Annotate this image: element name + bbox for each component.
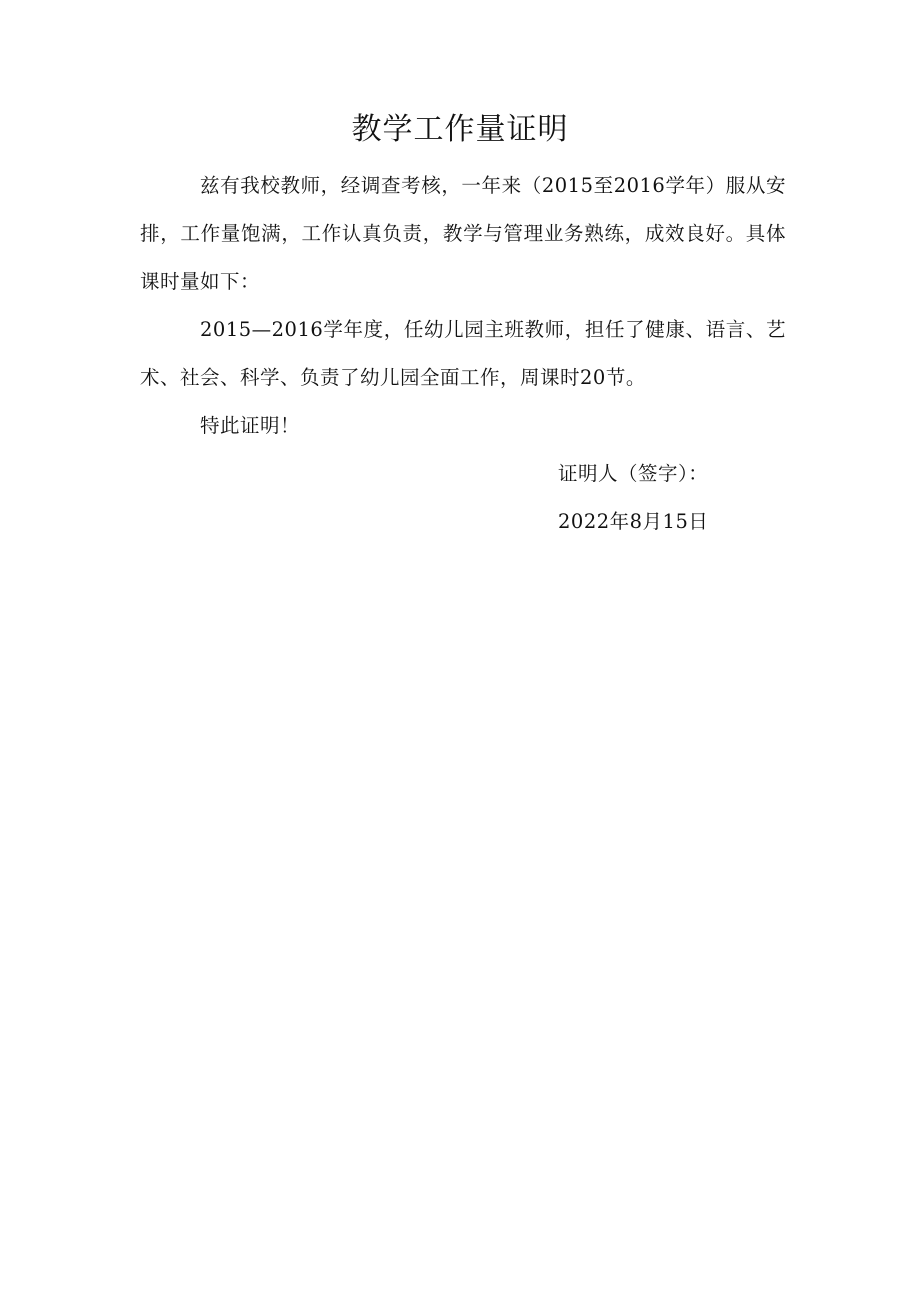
body-paragraph-intro: 兹有我校教师，经调查考核，一年来（2015至2016学年）服从安排，工作量饱满，工作认真负责，教学与管理业务熟练，成效良好。具体课时量如下： bbox=[140, 174, 786, 293]
body-paragraph-workload: 2015—2016学年度，任幼儿园主班教师，担任了健康、语言、艺术、社会、科学、负责了幼儿园全面工作，周课时20节。 bbox=[140, 318, 786, 389]
signature-label: 证明人（签字）： bbox=[558, 462, 709, 485]
document-date: 2022年8月15日 bbox=[558, 510, 709, 533]
body-paragraph-closing: 特此证明！ bbox=[200, 414, 301, 437]
document-title: 教学工作量证明 bbox=[351, 112, 569, 147]
